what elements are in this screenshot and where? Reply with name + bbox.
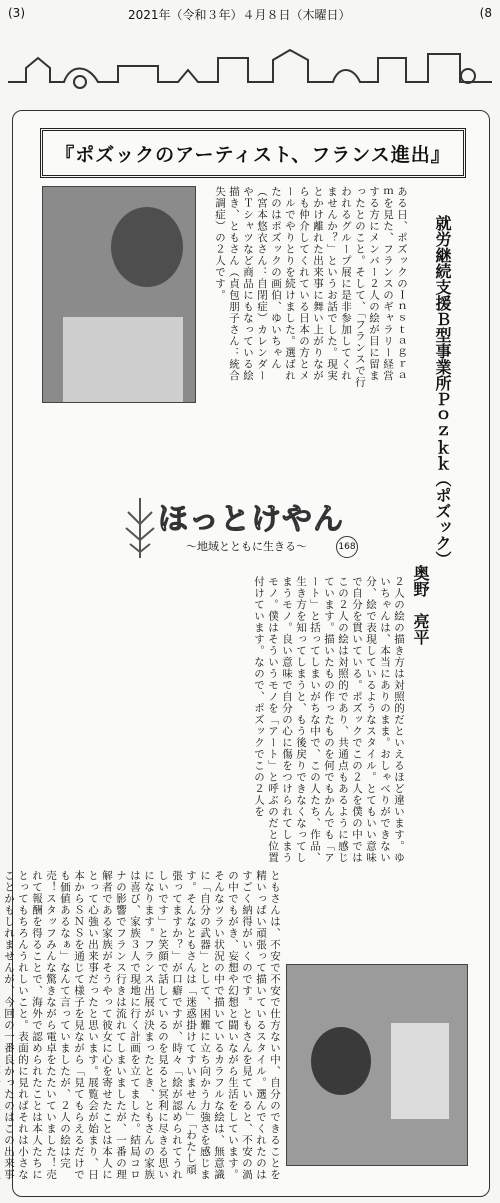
- column-logo-main: ほっとけやん: [158, 502, 344, 537]
- town-skyline-illustration: [8, 28, 492, 98]
- photo-bottom: [286, 964, 468, 1166]
- page-number-right: (8: [479, 6, 492, 20]
- article-heading-author: 奥野 亮平: [411, 565, 430, 645]
- column-logo: [110, 490, 356, 568]
- page-header: [8, 4, 492, 24]
- column-logo-sub: 〜地域とともに生きる〜: [186, 540, 307, 553]
- column-number: 168: [336, 536, 358, 558]
- issue-date: 2021年（令和３年）４月８日（木曜日）: [128, 8, 351, 22]
- photo-top-alt: [43, 187, 44, 188]
- article-title-box: [40, 128, 466, 178]
- photo-top: [42, 186, 196, 403]
- article-title: 『ポズックのアーティスト、フランス進出』: [55, 143, 451, 166]
- article-body-lower: ともさんは、不安で不安で仕方ない中、自分のできることを精いっぱい頑張って描いているスタイル。選んでくれたのはすごく納得がいくのです。ともさんを見ていると、不安の渦の中でもがき、妄想や幻想と闘いながら生活をしています。そんなツラい状況の中で描いているカラフルな絵は、無意識に「自分の武器」として、困難に立ち向かう力強さを感じます。そんなともさんは「迷惑掛けてすいません」「わたし頑張ってますか？」が口癖ですが、時々「絵が認められてうれしいです」と笑顔で話しているのを見ると冥利に尽きる思いになります。フランス出展が決まったとき、ともさんの家族は喜び、家族３人で現地に行く計画を立てました。結局コロナの影響でフランス行きは流れてしまいましたが、一番の理解者である家族がそうやって彼女に心を寄せたことは本人にとって心強い出来事だったと思います。展覧会が始まり、日本からＳＮＳを通じて様子を見ながら「見てもらえるだけでも価値あるなぁ」なんて言っていましたが、２人の絵は完売！スタッフみんな驚きながら電卓をたたいていました！売れて報酬を得ることで、海外で認められたことは本人たちにとってもちろんうれしいこと。表面的に見ればそれは小さなことかもしれませんが、今回の一番良かったのはこの出来事: [3, 870, 281, 1181]
- article-heading-org: 就労継続支援Ｂ型事業所Ｐｏｚｋｋ（ポズック）: [433, 215, 452, 567]
- photo-bottom-alt: [287, 965, 288, 966]
- article-body-upper: ある日、ポズックのＩｎｓｔａｇｒａｍを見た、フランスのギャラリー経営する方にメンバー２人の絵が目に留まったとのこと。そして、「フランスで行われるグループ展に是非参加してくれませんか？」というお話でした。現実とかけ離れた出来事に舞い上がりながらも仲介してくれている日本の方とメールでやりとりを続けました。選ばれたのはポズックの画伯、ゆいちゃん（宮本悠衣さん：自閉症）カレンダーやＴシャツなど商品にもなっている絵描き、ともさん（貞包朋子さん：統合失調症）の２人です。: [214, 186, 408, 388]
- article-body-middle: ２人の絵の描き方は対照的だといえるほど違います。ゆいちゃんは、本当にありのまま。おしゃべりができない分、絵で表現しているようなスタイル。とてもいい意味で自分を貫いている。ポズックでこの２人を僕の中ではこの２人の絵は対照的であり、共通点もあるように感じています。描いたもの作ったものを何でもかんでも「アート」と括ってしまいがちな中で、この人たち、作品、生き方を知ってしまうと、もう後戻りできなくなってしまうモノ。良い意味で自分の心に傷をつけられてしまうモノ。僕はそういうモノを「アート」と呼ぶのだと位置付けています。なので、ポズックでこの２人を: [253, 576, 405, 864]
- page-number: (3): [8, 6, 25, 20]
